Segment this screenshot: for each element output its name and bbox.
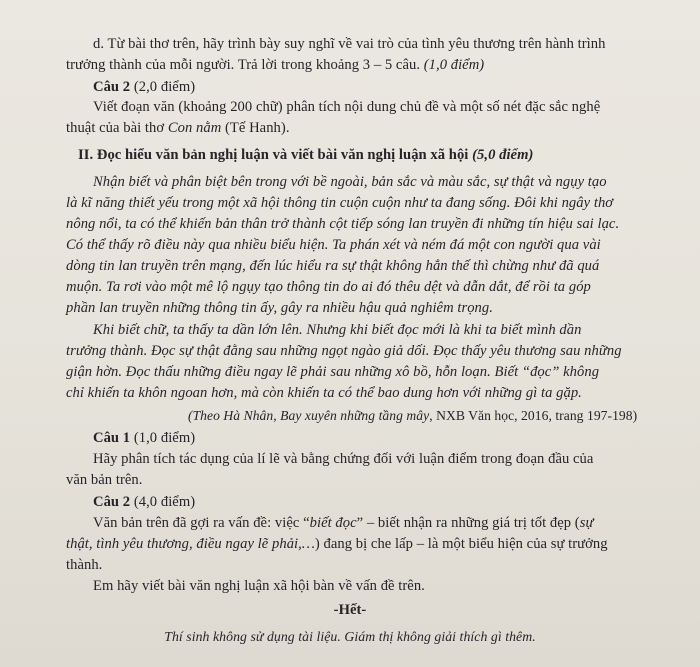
part2-question-1-line-2: văn bản trên.: [66, 472, 143, 488]
poem-title: Con nằm: [167, 120, 222, 136]
passage-p2-line: trưởng thành. Đọc sự thật đằng sau những ngọt ngào giả dối. Đọc thấy yêu thương sau những: [66, 343, 622, 359]
passage-p1-line: Nhận biết và phân biệt bên trong với bề ngoài, bản sắc và màu sắc, sự thật và ngụy tạo: [93, 174, 607, 190]
part2-question-2-line-4: Em hãy viết bài văn nghị luận xã hội bàn về vấn đề trên.: [93, 578, 425, 594]
question-2-line-2: thuật của bài thơ Con nằm (Tế Hanh).: [66, 120, 290, 136]
source-citation: (Theo Hà Nhân, Bay xuyên những tầng mây, NXB Văn học, 2016, trang 197-198): [188, 408, 638, 423]
part2-question-2-line-2: thật, tình yêu thương, điều ngay lẽ phải,…) đang bị che lấp – là một biểu hiện của sự trưởng: [66, 536, 608, 552]
section-2-heading: II. Đọc hiểu văn bản nghị luận và viết bài văn nghị luận xã hội (5,0 điểm): [78, 147, 534, 163]
question-1d-line-2: trưởng thành của mỗi người. Trả lời trong khoảng 3 – 5 câu. (1,0 điểm): [66, 57, 485, 73]
end-marker: -Hết-: [333, 602, 367, 618]
passage-p1-line: Có thể thấy rõ điều này qua nhiều biểu hiện. Ta phán xét và ném đá một con người qua vài: [66, 237, 601, 253]
book-title: Bay xuyên những tầng mây: [280, 408, 430, 423]
passage-p1-line: muộn. Ta rơi vào một mê lộ ngụy tạo thông tin do ai đó thêu dệt và dẫn dắt, để rồi ta góp: [66, 279, 591, 295]
passage-p1-line: là kĩ năng thiết yếu trong một xã hội thông tin cuộn cuộn như ta đang sống. Đôi khi ngây thơ: [66, 195, 614, 211]
part2-question-2-line-3: thành.: [66, 557, 103, 573]
part2-question-1-heading: Câu 1 (1,0 điểm): [93, 430, 196, 446]
question-2-heading: Câu 2 (2,0 điểm): [93, 79, 196, 95]
passage-p2-line: giận hờn. Đọc thấu những điều ngay lẽ phải sau những xô bồ, hỗn loạn. Biết “đọc” không: [66, 364, 600, 380]
section-2-points: (5,0 điểm): [472, 147, 534, 163]
part2-question-2-line-1: Văn bản trên đã gợi ra vấn đề: việc “biết đọc” – biết nhận ra những giá trị tốt đẹp (sự: [93, 515, 594, 531]
passage-p1-line: nông nổi, ta có thể khiến bản thân trở thành cột tiếp sóng lan truyền đi những tín hiệu sai lạc.: [66, 216, 620, 232]
passage-p1-line: phần lan truyền những thông tin ấy, gây ra nhiều hậu quả nghiêm trọng.: [66, 300, 493, 316]
question-1d-line-1: d. Từ bài thơ trên, hãy trình bày suy nghĩ về vai trò của tình yêu thương trên hành trình: [93, 36, 606, 52]
question-2-line-1: Viết đoạn văn (khoảng 200 chữ) phân tích nội dung chủ đề và một số nét đặc sắc nghệ: [93, 99, 601, 115]
exam-footer-note: Thí sinh không sử dụng tài liệu. Giám thị không giải thích gì thêm.: [164, 629, 536, 644]
passage-p2-line: Khi biết chữ, ta thấy ta dần lớn lên. Nhưng khi biết đọc mới là khi ta biết mình dần: [93, 322, 582, 338]
part2-question-2-heading: Câu 2 (4,0 điểm): [93, 494, 196, 510]
question-1d-points: (1,0 điểm): [423, 57, 485, 73]
passage-p2-line: chỉ khiến ta khôn ngoan hơn, mà còn khiến ta có thể bao dung hơn với những gì ta gặp.: [66, 385, 582, 401]
part2-question-1-line-1: Hãy phân tích tác dụng của lí lẽ và bằng chứng đối với luận điểm trong đoạn đầu của: [93, 451, 594, 467]
passage-p1-line: dòng tin lan truyền trên mạng, đến lúc hiểu ra sự thật không hẳn thế thì chừng như đã quá: [66, 258, 600, 274]
